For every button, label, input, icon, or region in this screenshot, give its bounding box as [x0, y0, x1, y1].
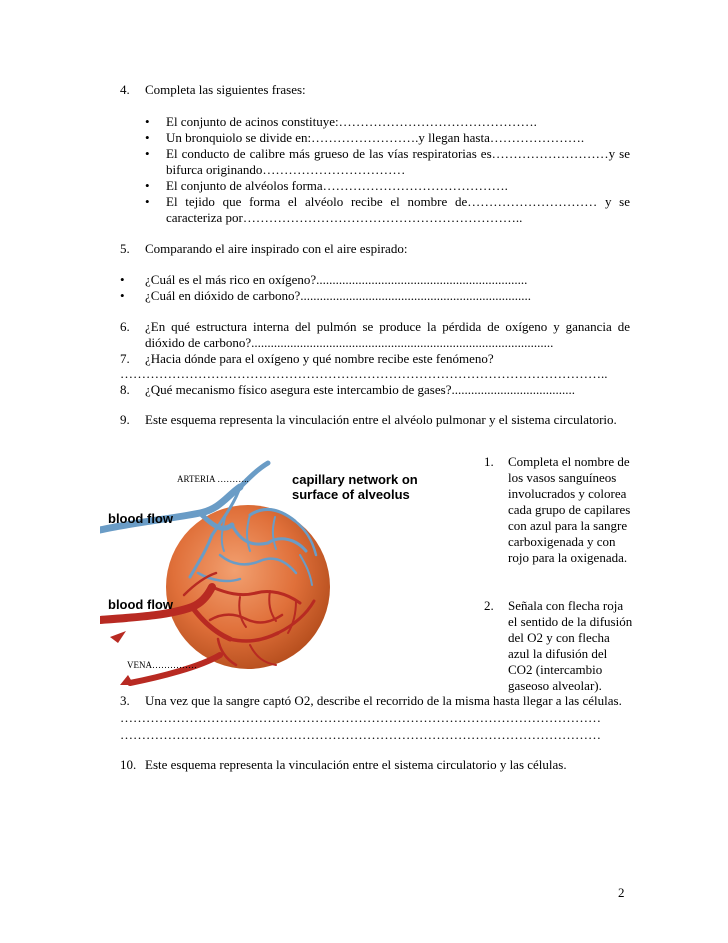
question-8: [120, 382, 630, 398]
side-instruction-1: [484, 454, 634, 566]
question-4: [120, 82, 630, 98]
fill-in-sentence: El conjunto de acinos constituye:……………………………………….: [166, 114, 537, 129]
question-text: Completa las siguientes frases:: [145, 82, 306, 97]
question-number: 10.: [120, 757, 137, 772]
side-instruction-2: [484, 598, 634, 694]
q4-bullet-list: [145, 114, 630, 226]
question-9: [120, 412, 630, 428]
question-text: Comparando el aire inspirado con el aire espirado:: [145, 241, 408, 256]
instruction-number: 1.: [484, 454, 494, 469]
vein-label: VENA……………: [127, 660, 197, 670]
list-item: [120, 288, 630, 304]
question-number: 9.: [120, 412, 130, 427]
question-text: Una vez que la sangre captó O2, describe el recorrido de la misma hasta llegar a las células.: [145, 693, 622, 708]
question-number: 6.: [120, 319, 130, 334]
answer-line: …………………………………………………………………………………………………: [120, 710, 601, 725]
alveolus-diagram: [100, 455, 480, 690]
list-item: [120, 272, 630, 288]
bullet-icon: •: [120, 272, 125, 287]
fill-in-sentence: El conducto de calibre más grueso de las vías respiratorias es………………………y se bifurca originando……………………………: [166, 146, 630, 177]
bullet-icon: •: [145, 130, 150, 145]
question-text: ¿Cuál es el más rico en oxígeno?.................................................................: [145, 272, 528, 287]
question-text: ¿Qué mecanismo físico asegura este intercambio de gases?......................................: [145, 382, 575, 397]
fill-in-sentence: El tejido que forma el alvéolo recibe el nombre de………………………… y se caracteriza por………………………………………………………..: [166, 194, 630, 225]
fill-in-sentence: Un bronquiolo se divide en:…………………….y llegan hasta………………….: [166, 130, 585, 145]
bullet-icon: •: [145, 146, 150, 161]
list-item: [145, 194, 630, 226]
blood-flow-label-bottom: blood flow: [108, 597, 173, 612]
bullet-icon: •: [145, 114, 150, 129]
question-6: [120, 319, 630, 351]
question-3: [120, 693, 630, 709]
instruction-number: 2.: [484, 598, 494, 613]
list-item: [145, 178, 630, 194]
question-text: Este esquema representa la vinculación entre el alvéolo pulmonar y el sistema circulatorio.: [145, 412, 617, 427]
page-number: 2: [618, 885, 625, 900]
alveolus-capillary-illustration: [100, 455, 480, 690]
question-text: ¿Hacia dónde para el oxígeno y qué nombre recibe este fenómeno?: [145, 351, 494, 366]
list-item: [145, 114, 630, 130]
instruction-text: Completa el nombre de los vasos sanguíneos involucrados y colorea cada grupo de capilares con azul para la sangre carboxigenada y con rojo para la oxigenada.: [508, 454, 631, 565]
question-number: 5.: [120, 241, 130, 256]
question-5: [120, 241, 630, 257]
question-7: [120, 351, 630, 367]
bullet-icon: •: [145, 194, 150, 209]
question-text: Este esquema representa la vinculación entre el sistema circulatorio y las células.: [145, 757, 567, 772]
artery-label: ARTERIA ………..: [177, 474, 249, 484]
list-item: [145, 130, 630, 146]
list-item: [145, 146, 630, 178]
question-10: [120, 757, 630, 773]
capillary-network-label: capillary network on surface of alveolus: [292, 472, 418, 502]
question-number: 7.: [120, 351, 130, 366]
question-number: 3.: [120, 693, 130, 708]
answer-line: …………………………………………………………………………………………………..: [120, 366, 608, 381]
arrow-icon: [110, 631, 126, 643]
question-text: ¿En qué estructura interna del pulmón se produce la pérdida de oxígeno y ganancia de dióxido de carbono?.............................................................................................: [145, 319, 630, 350]
blood-flow-label-top: blood flow: [108, 511, 173, 526]
fill-in-sentence: El conjunto de alvéolos forma…………………………………….: [166, 178, 508, 193]
question-number: 8.: [120, 382, 130, 397]
bullet-icon: •: [145, 178, 150, 193]
bullet-icon: •: [120, 288, 125, 303]
question-text: ¿Cuál en dióxido de carbono?.......................................................................: [145, 288, 531, 303]
answer-line: …………………………………………………………………………………………………: [120, 727, 601, 742]
question-number: 4.: [120, 82, 130, 97]
instruction-text: Señala con flecha roja el sentido de la difusión del O2 y con flecha azul la difusión del CO2 (intercambio gaseoso alveolar).: [508, 598, 633, 693]
